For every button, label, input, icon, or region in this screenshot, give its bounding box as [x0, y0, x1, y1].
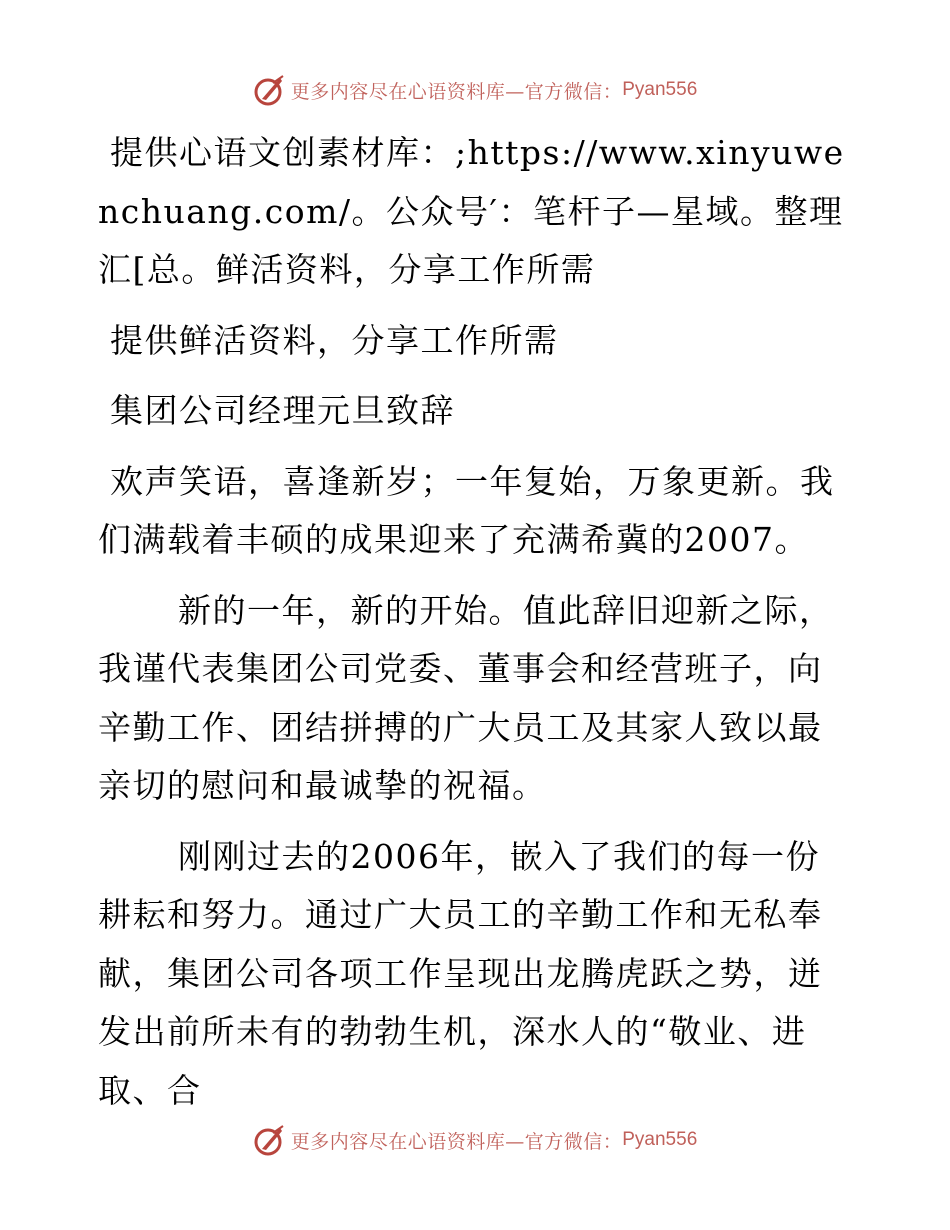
document-body [98, 124, 850, 1132]
intro-paragraph: 提供心语文创素材库：;https://www.xinyuwenchuang.com/。公众号′：笔杆子—星域。整理汇[总。鲜活资料，分享工作所需 [98, 133, 845, 289]
quill-circle-icon [253, 1123, 287, 1157]
watermark-account: Pyan556 [622, 79, 698, 100]
quill-circle-icon [253, 73, 287, 107]
body-paragraph-1: 欢声笑语，喜逢新岁；一年复始，万象更新。我们满载着丰硕的成果迎来了充满希冀的2007。 [98, 461, 835, 559]
footer-watermark [0, 1120, 950, 1160]
body-paragraph-3: 刚刚过去的2006年，嵌入了我们的每一份耕耘和努力。通过广大员工的辛勤工作和无私奉献，集团公司各项工作呈现出龙腾虎跃之势，迸发出前所未有的勃勃生机，深水人的“敬业、进取、合 [98, 836, 823, 1110]
body-paragraph-2: 新的一年，新的开始。值此辞旧迎新之际，我谨代表集团公司党委、董事会和经营班子，向辛勤工作、团结拼搏的广大员工及其家人致以最亲切的慰问和最诚挚的祝福。 [98, 590, 834, 805]
document-title: 集团公司经理元旦致辞 [110, 391, 455, 430]
subtitle-line: 提供鲜活资料，分享工作所需 [110, 320, 559, 360]
header-watermark [0, 70, 950, 110]
watermark-text: 更多内容尽在心语资料库—官方微信： [290, 80, 623, 103]
watermark-text: 更多内容尽在心语资料库—官方微信： [290, 1130, 623, 1153]
watermark-account: Pyan556 [622, 1129, 698, 1150]
